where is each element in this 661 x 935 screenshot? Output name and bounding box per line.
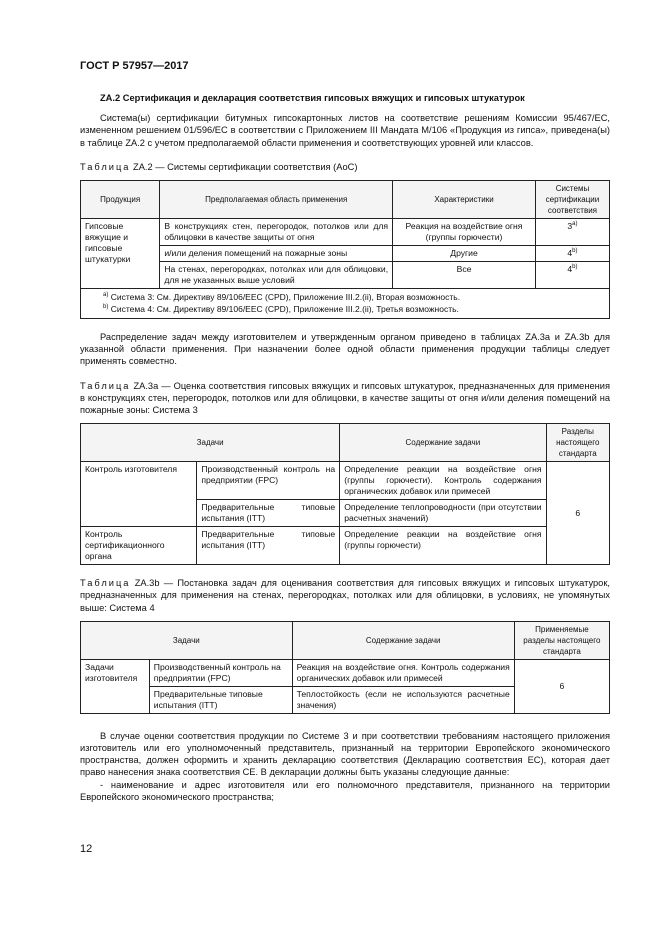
characteristic-cell: Все bbox=[393, 262, 536, 289]
system-value: 3 bbox=[567, 221, 573, 232]
table-notes-row bbox=[81, 289, 610, 319]
product-cell: Гипсовые вяжущие и гипсовые штукатурки bbox=[81, 219, 160, 289]
task-cell: Предварительные типовые испытания (ITT) bbox=[197, 500, 340, 527]
table-za2-caption bbox=[80, 161, 610, 173]
content-cell: Определение реакции на воздействие огня (группы горючести). Контроль содержания органических добавок или примесей bbox=[340, 462, 546, 500]
header-sections: Применяемые разделы настоящего стандарта bbox=[514, 621, 609, 659]
note-text: Система 4: См. Директиву 89/106/ЕЕС (CPD), Приложение III.2.(ii), Третья возможность. bbox=[110, 303, 459, 314]
area-cell: В конструкциях стен, перегородок, потолков или для облицовки в качестве защиты от огня bbox=[160, 219, 393, 246]
distribution-paragraph: Распределение задач между изготовителем и утвержденным органом приведено в таблицах ZA.3a и ZA.3b для указанной области применения. При назначении более одной области применения продукции таблицы следует применять совместно. bbox=[80, 332, 610, 367]
intro-paragraph: Система(ы) сертификации битумных гипсокартонных листов на соответствие решениям Комиссии 95/467/ЕС, измененном решением 01/596/ЕС в соответствии с Приложением III Мандата М/106 «Продукция из гипса», приведена(ы) в таблице ZA.2 с учетом предполагаемой области применения и соответствующих уровней или классов. bbox=[80, 113, 610, 148]
table-za2-caption-text: ZA.2 — Системы сертификации соответствия (АоС) bbox=[133, 161, 358, 172]
system-value: 4 bbox=[567, 248, 573, 259]
closing-paragraph: В случае оценки соответствия продукции по Системе 3 и при соответствии требованиям настоящего приложения изготовитель или его уполномоченный представитель, признанный на территории Европейского экономического пространства, должен оформить и хранить декларацию соответствия (Декларацию соответствия ЕС), которая дает право нанесения знака соответствия СЕ. В декларации должны быть указаны следующие данные: bbox=[80, 730, 610, 778]
manufacturer-control-cell: Контроль изготовителя bbox=[81, 462, 197, 527]
body-control-cell: Контроль сертификационного органа bbox=[81, 527, 197, 565]
table-notes bbox=[81, 289, 610, 319]
manufacturer-tasks-cell: Задачи изготовителя bbox=[81, 659, 150, 713]
table-note bbox=[103, 292, 603, 304]
table-za3a-header-row bbox=[81, 424, 610, 462]
content-cell: Определение реакции на воздействие огня (группы горючести) bbox=[340, 527, 546, 565]
note-text: Система 3: См. Директиву 89/106/ЕЕС (CPD), Приложение III.2.(ii), Вторая возможность. bbox=[110, 292, 461, 303]
header-tasks: Задачи bbox=[81, 424, 340, 462]
system-note-mark: b) bbox=[572, 248, 578, 255]
section-ref-cell: 6 bbox=[546, 462, 610, 565]
task-cell: Производственный контроль на предприятии (FPC) bbox=[149, 659, 292, 686]
standard-header: ГОСТ Р 57957—2017 bbox=[80, 60, 189, 72]
system-note-mark: a) bbox=[572, 221, 578, 228]
page-number: 12 bbox=[80, 843, 93, 855]
table-row bbox=[81, 462, 610, 500]
system-value: 4 bbox=[567, 264, 573, 275]
content-cell: Реакция на воздействие огня. Контроль содержания органических добавок или примесей bbox=[292, 659, 514, 686]
table-za2 bbox=[80, 180, 610, 319]
table-za3b-header-row bbox=[81, 621, 610, 659]
header-area: Предполагаемая область применения bbox=[160, 181, 393, 219]
note-mark: b) bbox=[103, 303, 109, 310]
system-note-mark: b) bbox=[572, 264, 578, 271]
header-product: Продукция bbox=[81, 181, 160, 219]
table-row bbox=[81, 262, 610, 289]
table-row bbox=[81, 659, 610, 686]
table-za3b-caption bbox=[80, 577, 610, 614]
header-characteristics: Характеристики bbox=[393, 181, 536, 219]
table-za3a-caption-text: ZA.3a — Оценка соответствия гипсовых вяжущих и гипсовых штукатурок, предназначенных для применения в конструкциях стен, перегородок, потолков или для облицовки, в качестве защиты от огня и/или деления помещений на пожарные зоны: Система 3 bbox=[80, 380, 610, 416]
header-content: Содержание задачи bbox=[340, 424, 546, 462]
task-cell: Предварительные типовые испытания (ITT) bbox=[197, 527, 340, 565]
table-note bbox=[103, 304, 603, 316]
system-cell bbox=[535, 219, 609, 246]
header-sections: Разделы настоящего стандарта bbox=[546, 424, 610, 462]
table-za3b-caption-label: Таблица bbox=[80, 578, 131, 589]
section-ref-cell: 6 bbox=[514, 659, 609, 713]
table-za3a bbox=[80, 423, 610, 565]
table-za3a-caption-label: Таблица bbox=[80, 380, 131, 391]
content-cell: Теплостойкость (если не используются расчетные значения) bbox=[292, 686, 514, 713]
area-cell: и/или деления помещений на пожарные зоны bbox=[160, 246, 393, 262]
table-za2-header-row bbox=[81, 181, 610, 219]
characteristic-cell: Другие bbox=[393, 246, 536, 262]
system-cell bbox=[535, 246, 609, 262]
table-row bbox=[81, 527, 610, 565]
section-title: ZA.2 Сертификация и декларация соответствия гипсовых вяжущих и гипсовых штукатурок bbox=[100, 93, 525, 103]
table-row bbox=[81, 219, 610, 246]
table-row bbox=[81, 246, 610, 262]
area-cell: На стенах, перегородках, потолках или для облицовки, для не указанных выше условий bbox=[160, 262, 393, 289]
header-tasks: Задачи bbox=[81, 621, 293, 659]
table-za3b-caption-text: ZA.3b — Постановка задач для оценивания соответствия для гипсовых вяжущих и гипсовых штукатурок, предназначенных для применения на стенах, перегородках, потолках или для облицовки, в условиях, не упомянутых выше: Система 4 bbox=[80, 578, 610, 613]
system-cell bbox=[535, 262, 609, 289]
list-item: - наименование и адрес изготовителя или его полномочного представителя, признанного на территории Европейского экономического пространства; bbox=[80, 779, 610, 802]
note-mark: a) bbox=[103, 292, 109, 299]
table-za3a-caption bbox=[80, 380, 610, 417]
table-za3b bbox=[80, 621, 610, 714]
page-content bbox=[80, 92, 610, 803]
table-za2-caption-label: Таблица bbox=[80, 161, 131, 172]
characteristic-cell: Реакция на воздействие огня (группы горючести) bbox=[393, 219, 536, 246]
header-systems: Системы сертификации соответствия bbox=[535, 181, 609, 219]
task-cell: Предварительные типовые испытания (ITT) bbox=[149, 686, 292, 713]
content-cell: Определение теплопроводности (при отсутствии расчетных значений) bbox=[340, 500, 546, 527]
task-cell: Производственный контроль на предприятии (FPC) bbox=[197, 462, 340, 500]
header-content: Содержание задачи bbox=[292, 621, 514, 659]
